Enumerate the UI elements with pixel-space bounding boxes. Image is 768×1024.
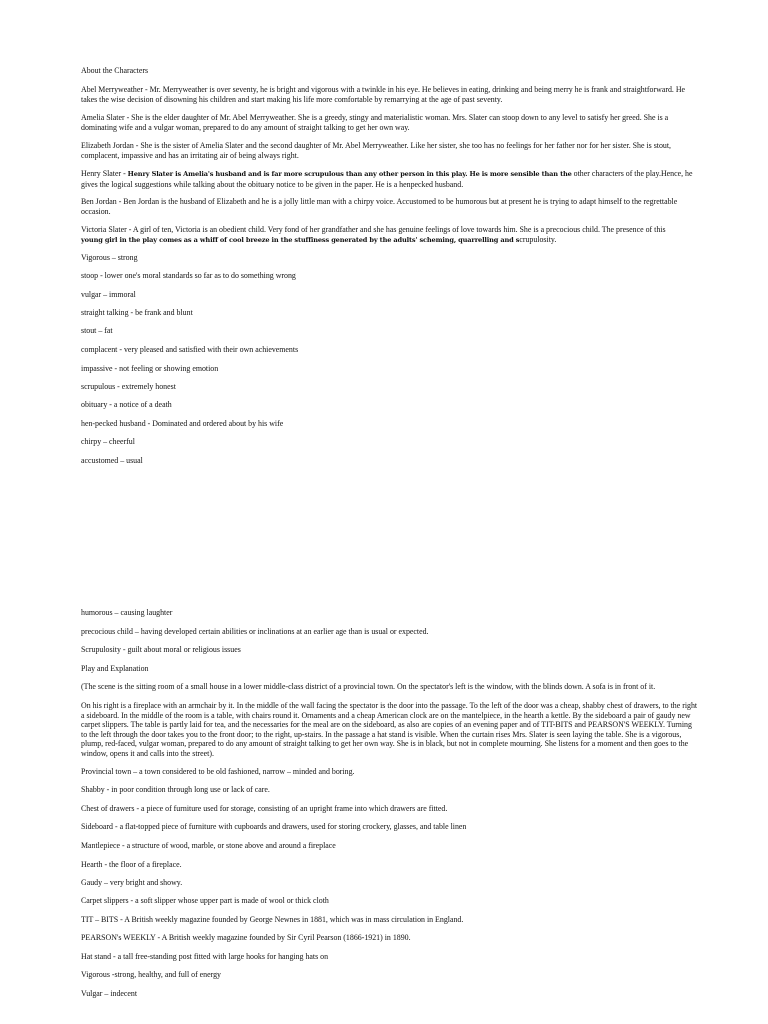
character-henry (81, 169, 699, 189)
vocab-item: humorous – causing laughter (81, 608, 173, 617)
vocab-item: Carpet slippers - a soft slipper whose upper part is made of wool or thick cloth (81, 896, 329, 905)
character-ben: Ben Jordan - Ben Jordan is the husband of Elizabeth and he is a jolly little man with a chirpy voice. Accustomed to be humorous but at present he is trying to adapt himself to the regrettable occasion. (81, 197, 678, 216)
vocab-item: straight talking - be frank and blunt (81, 308, 193, 317)
vocab-item: complacent - very pleased and satisfied with their own achievements (81, 345, 299, 354)
scene-paragraph-1: (The scene is the sitting room of a small house in a lower middle-class district of a provincial town. On the spectator's left is the window, with the blinds down. A sofa is in front of it. (81, 682, 656, 691)
henry-rest: other characters of the play.Hence, he gives the logical suggestions while talking about the obituary notice to be given in the paper. He is a henpecked husband. (81, 169, 693, 189)
vocab-item: Chest of drawers - a piece of furniture used for storage, consisting of an upright frame into which drawers are fitted. (81, 804, 448, 813)
vocab-item: TIT – BITS - A British weekly magazine founded by George Newnes in 1881, which was in mass circulation in England. (81, 915, 464, 924)
vocab-item: Sideboard - a flat-topped piece of furniture with cupboards and drawers, used for storing crockery, glasses, and table linen (81, 822, 467, 831)
vocab-item: Scrupulosity - guilt about moral or religious issues (81, 645, 241, 654)
vocab-item: precocious child – having developed certain abilities or inclinations at an earlier age than is usual or expected. (81, 627, 429, 636)
vocab-item: accustomed – usual (81, 456, 143, 465)
vocab-item: Vigorous -strong, healthy, and full of energy (81, 970, 221, 979)
vocab-item: chirpy – cheerful (81, 437, 135, 446)
vocab-item: PEARSON's WEEKLY - A British weekly magazine founded by Sir Cyril Pearson (1866-1921) in 1890. (81, 933, 411, 942)
vocab-item: Mantlepiece - a structure of wood, marble, or stone above and around a fireplace (81, 841, 336, 850)
victoria-rest: crupulosity. (519, 234, 557, 244)
vocab-item: Provincial town – a town considered to be old fashioned, narrow – minded and boring. (81, 767, 355, 776)
victoria-line1: Victoria Slater - A girl of ten, Victoria is an obedient child. Very fond of her grandfather and she has genuine feelings of love towards him. She is a precocious child. The presence of this (81, 225, 666, 234)
scene-paragraph-2: On his right is a fireplace with an armchair by it. In the middle of the wall facing the spectator is the door into the passage. To the left of the door was a cheap, shabby chest of drawers, to the right a sideboard. In the middle of the room is a table, with chairs round it. Ornaments and a cheap American clock are on the mantelpiece, in the hearth a kettle. By the sideboard a pair of gaudy new carpet slippers. The table is partly laid for tea, and the necessaries for the meal are on the sideboard, as also are copies of an evening paper and of TIT-BITS and PEARSON'S WEEKLY. Turning to the left through the door takes you to the front door; to the right, up-stairs. In the passage a hat stand is visible. When the curtain rises Mrs. Slater is seen laying the table. She is a vigorous, plump, red-faced, vulgar woman, prepared to do any amount of straight talking to get her own way. She is in black, but not in complete mourning. She listens for a moment and then goes to the window, opens it and calls into the street). (81, 701, 698, 758)
vocab-item: obituary - a notice of a death (81, 400, 172, 409)
vocab-item: Vulgar – indecent (81, 989, 138, 998)
vocab-item: stoop - lower one's moral standards so far as to do something wrong (81, 271, 296, 280)
character-abel: Abel Merryweather - Mr. Merryweather is over seventy, he is bright and vigorous with a twinkle in his eye. He believes in eating, drinking and being merry he is frank and straightforward. He takes the wise decision of disowning his children and start making his life more comfortable by remarrying at the age of past seventy. (81, 85, 686, 104)
victoria-dense-text: young girl in the play comes as a whiff of cool breeze in the stuffiness generated by the adults' scheming, quarrelling and s (81, 235, 520, 244)
vocab-item: hen-pecked husband - Dominated and ordered about by his wife (81, 419, 284, 428)
vocab-item: impassive - not feeling or showing emotion (81, 364, 219, 373)
vocab-item: scrupulous - extremely honest (81, 382, 176, 391)
vocab-item: Shabby - in poor condition through long use or lack of care. (81, 785, 270, 794)
vocab-item: Gaudy – very bright and showy. (81, 878, 183, 887)
character-amelia: Amelia Slater - She is the elder daughter of Mr. Abel Merryweather. She is a greedy, stingy and materialistic woman. Mrs. Slater can stoop down to any level to satisfy her greed. She is a dominating wife and a vulgar woman, prepared to do any amount of straight talking to get her own way. (81, 113, 669, 132)
about-heading: About the Characters (81, 66, 149, 75)
vocab-item: vulgar – immoral (81, 290, 136, 299)
vocab-item: stout – fat (81, 326, 113, 335)
henry-dense-text: Henry Slater is Amelia's husband and is far more scrupulous than any other person in this play. He is more sensible than the (127, 170, 572, 178)
vocab-item: Hat stand - a tall free-standing post fitted with large hooks for hanging hats on (81, 952, 329, 961)
character-elizabeth: Elizabeth Jordan - She is the sister of Amelia Slater and the second daughter of Mr. Abel Merryweather. Like her sister, she too has no feelings for her father nor for her sister. She is stout, complacent, impassive and has an irritating air of being always right. (81, 141, 672, 160)
vocab-item: Hearth - the floor of a fireplace. (81, 860, 182, 869)
play-heading: Play and Explanation (81, 664, 149, 673)
vocab-item: Vigorous – strong (81, 253, 138, 262)
henry-prefix: Henry Slater - (81, 169, 128, 178)
character-victoria (81, 225, 699, 245)
